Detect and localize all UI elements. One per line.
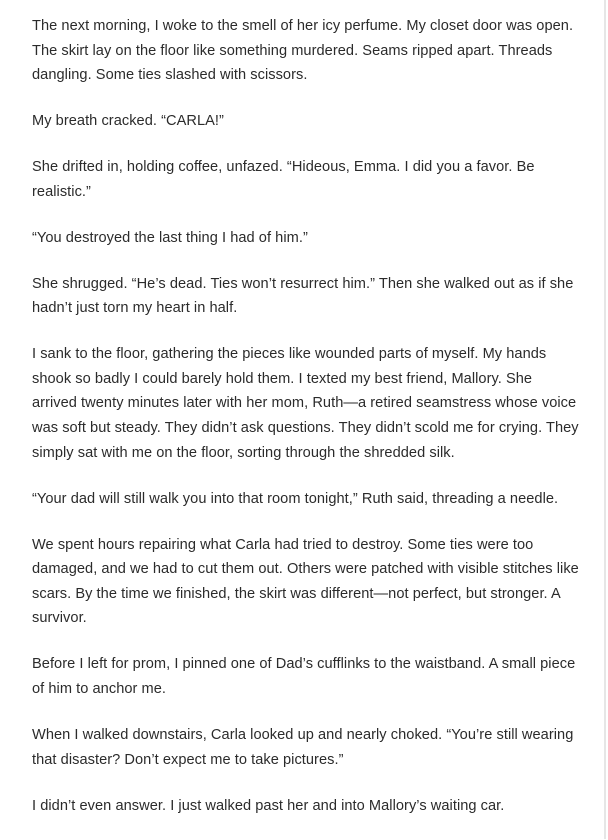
story-paragraph: She shrugged. “He’s dead. Ties won’t resurrect him.” Then she walked out as if she hadn’t just torn my heart in half. (32, 275, 574, 317)
story-paragraph: Before I left for prom, I pinned one of Dad’s cufflinks to the waistband. A small piece of him to anchor me. (32, 656, 576, 697)
story-paragraph: We spent hours repairing what Carla had tried to destroy. Some ties were too damaged, and we had to cut them out. Others were patched with visible stitches like scars. By the time we finished, the skirt was different—not perfect, but stronger. A survivor. (32, 536, 579, 627)
story-paragraph: “You destroyed the last thing I had of him.” (32, 229, 308, 246)
story-paragraph: My breath cracked. “CARLA!” (32, 113, 224, 130)
story-paragraph: “Your dad will still walk you into that room tonight,” Ruth said, threading a needle. (32, 490, 559, 507)
story-paragraph: She drifted in, holding coffee, unfazed. “Hideous, Emma. I did you a favor. Be realistic.” (32, 159, 535, 200)
story-article (32, 14, 580, 840)
story-paragraph: I sank to the floor, gathering the pieces like wounded parts of myself. My hands shook so badly I could barely hold them. I texted my best friend, Mallory. She arrived twenty minutes later with her mom, Ruth—a retired seamstress whose voice was soft but steady. They didn’t ask questions. They didn’t scold me for crying. They simply sat with me on the floor, sorting through the shredded silk. (32, 346, 579, 461)
story-paragraph: I didn’t even answer. I just walked past her and into Mallory’s waiting car. (32, 797, 505, 814)
story-paragraph: The next morning, I woke to the smell of her icy perfume. My closet door was open. The skirt lay on the floor like something murdered. Seams ripped apart. Threads dangling. Some ties slashed with scissors. (32, 18, 574, 84)
story-paragraph: When I walked downstairs, Carla looked up and nearly choked. “You’re still wearing that disaster? Don’t expect me to take pictures.” (32, 726, 574, 768)
